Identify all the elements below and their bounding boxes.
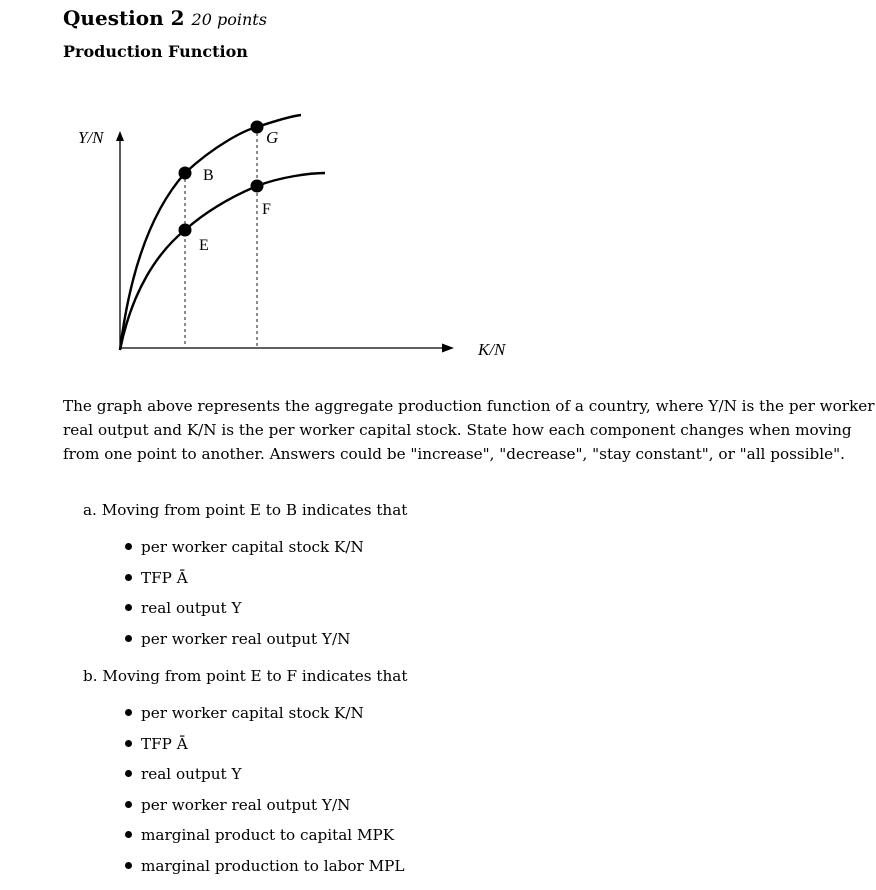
part-a-prompt: a. Moving from point E to B indicates that: [83, 501, 408, 519]
part-a-list: [125, 538, 364, 660]
list-item: TFP Ā: [125, 735, 404, 766]
lower-production-curve: [120, 173, 325, 350]
bullet-icon: [125, 543, 132, 550]
list-item: per worker capital stock K/N: [125, 538, 364, 569]
bullet-icon: [125, 709, 132, 716]
list-item: per worker capital stock K/N: [125, 704, 404, 735]
bullet-icon: [125, 635, 132, 642]
list-item: marginal production to labor MPL: [125, 857, 404, 888]
question-subtitle: Production Function: [63, 42, 248, 61]
y-axis-arrow: [116, 131, 124, 141]
bullet-icon: [125, 740, 132, 747]
upper-production-curve: [120, 115, 301, 350]
point-b-marker: [179, 167, 192, 180]
point-g-label: G: [266, 128, 279, 147]
x-axis-label: K/N: [478, 340, 506, 359]
bullet-icon: [125, 770, 132, 777]
list-item: marginal product to capital MPK: [125, 826, 404, 857]
production-function-graph: [70, 110, 530, 375]
paragraph-line-1: The graph above represents the aggregate production function of a country, where Y/N is the per worker: [63, 397, 875, 415]
question-points: 20 points: [191, 10, 267, 29]
point-e-label: E: [199, 237, 209, 254]
question-title: [63, 6, 267, 30]
point-f-label: F: [262, 201, 271, 218]
part-b-prompt: b. Moving from point E to F indicates that: [83, 667, 408, 685]
bullet-icon: [125, 801, 132, 808]
list-item: per worker real output Y/N: [125, 796, 404, 827]
point-g-marker: [251, 121, 264, 134]
bullet-icon: [125, 831, 132, 838]
question-number: Question 2: [63, 6, 185, 30]
list-item: real output Y: [125, 599, 364, 630]
y-axis-label: Y/N: [78, 128, 104, 147]
point-e-marker: [179, 224, 192, 237]
question-paragraph: [63, 394, 875, 466]
bullet-icon: [125, 574, 132, 581]
list-item: per worker real output Y/N: [125, 630, 364, 661]
list-item: real output Y: [125, 765, 404, 796]
point-f-marker: [251, 180, 264, 193]
bullet-icon: [125, 604, 132, 611]
x-axis-arrow: [442, 344, 454, 353]
part-b-list: [125, 704, 404, 888]
bullet-icon: [125, 862, 132, 869]
point-b-label: B: [203, 167, 214, 184]
list-item: TFP Ā: [125, 569, 364, 600]
paragraph-line-3: from one point to another. Answers could be "increase", "decrease", "stay constant", or "all possible".: [63, 445, 845, 463]
paragraph-line-2: real output and K/N is the per worker capital stock. State how each component changes when moving: [63, 421, 852, 439]
